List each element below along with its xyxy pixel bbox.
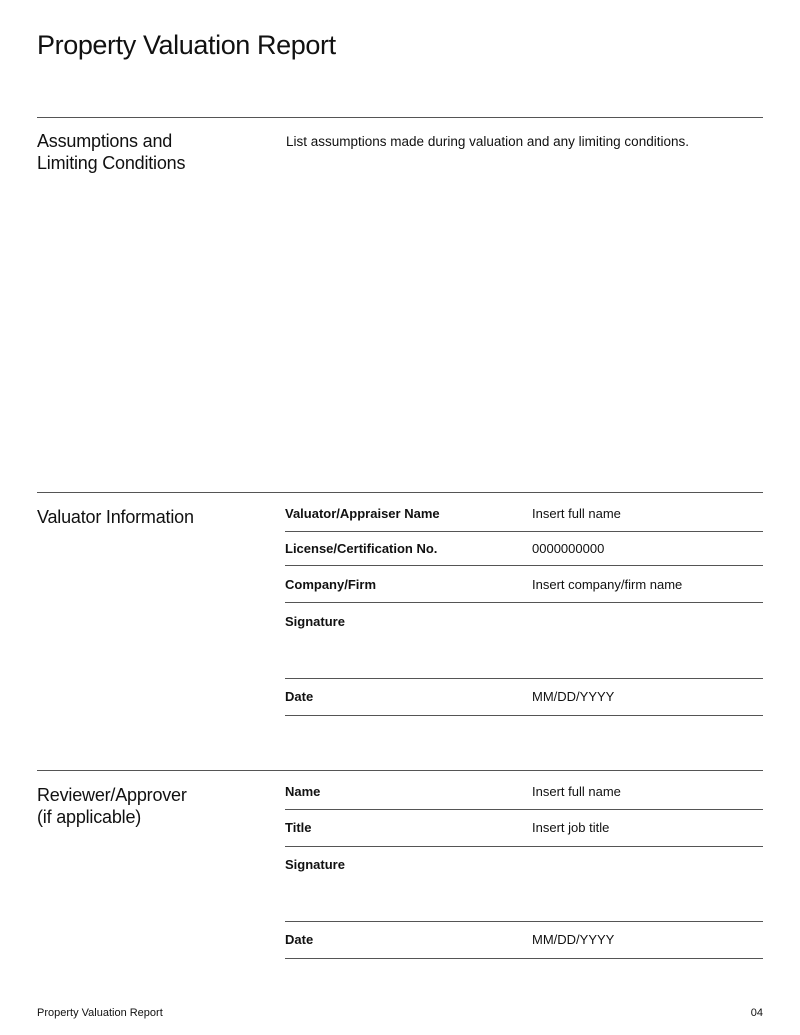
valuator-name-field[interactable]: Insert full name [532, 506, 621, 521]
valuator-name-row[interactable] [285, 506, 763, 532]
field-label: Date [285, 932, 314, 947]
reviewer-title-line2: (if applicable) [37, 807, 142, 827]
assumptions-description[interactable]: List assumptions made during valuation and any limiting conditions. [286, 134, 689, 149]
company-field[interactable]: Insert company/firm name [532, 577, 683, 592]
reviewer-section-title [37, 784, 257, 828]
reviewer-title-line1: Reviewer/Approver [37, 785, 187, 805]
section-divider [37, 770, 763, 771]
field-label: Signature [285, 857, 345, 872]
page-title: Property Valuation Report [37, 30, 336, 60]
reviewer-job-title-field[interactable]: Insert job title [532, 820, 610, 835]
reviewer-name-field[interactable]: Insert full name [532, 784, 621, 799]
section-divider [37, 117, 763, 118]
assumptions-section-title [37, 130, 257, 174]
footer-document-title: Property Valuation Report [37, 1007, 163, 1019]
license-row[interactable] [285, 541, 763, 566]
valuator-date-field[interactable]: MM/DD/YYYY [532, 689, 615, 704]
page-number: 04 [750, 1007, 763, 1019]
reviewer-name-row[interactable] [285, 784, 763, 810]
field-label: Signature [285, 614, 345, 629]
assumptions-title-line2: Limiting Conditions [37, 153, 186, 173]
valuator-date-row[interactable] [285, 689, 763, 716]
field-label: Valuator/Appraiser Name [285, 506, 440, 521]
assumptions-title-line1: Assumptions and [37, 131, 173, 151]
reviewer-date-field[interactable]: MM/DD/YYYY [532, 932, 615, 947]
valuator-section-title: Valuator Information [37, 507, 194, 527]
valuator-signature-row[interactable] [285, 614, 763, 679]
license-number-field[interactable]: 0000000000 [532, 541, 605, 556]
reviewer-title-row[interactable] [285, 820, 763, 847]
field-label: Name [285, 784, 321, 799]
field-label: Company/Firm [285, 577, 377, 592]
field-label: Title [285, 820, 312, 835]
field-label: License/Certification No. [285, 541, 438, 556]
company-row[interactable] [285, 577, 763, 603]
section-divider [37, 492, 763, 493]
reviewer-date-row[interactable] [285, 932, 763, 959]
reviewer-signature-row[interactable] [285, 857, 763, 922]
field-label: Date [285, 689, 314, 704]
